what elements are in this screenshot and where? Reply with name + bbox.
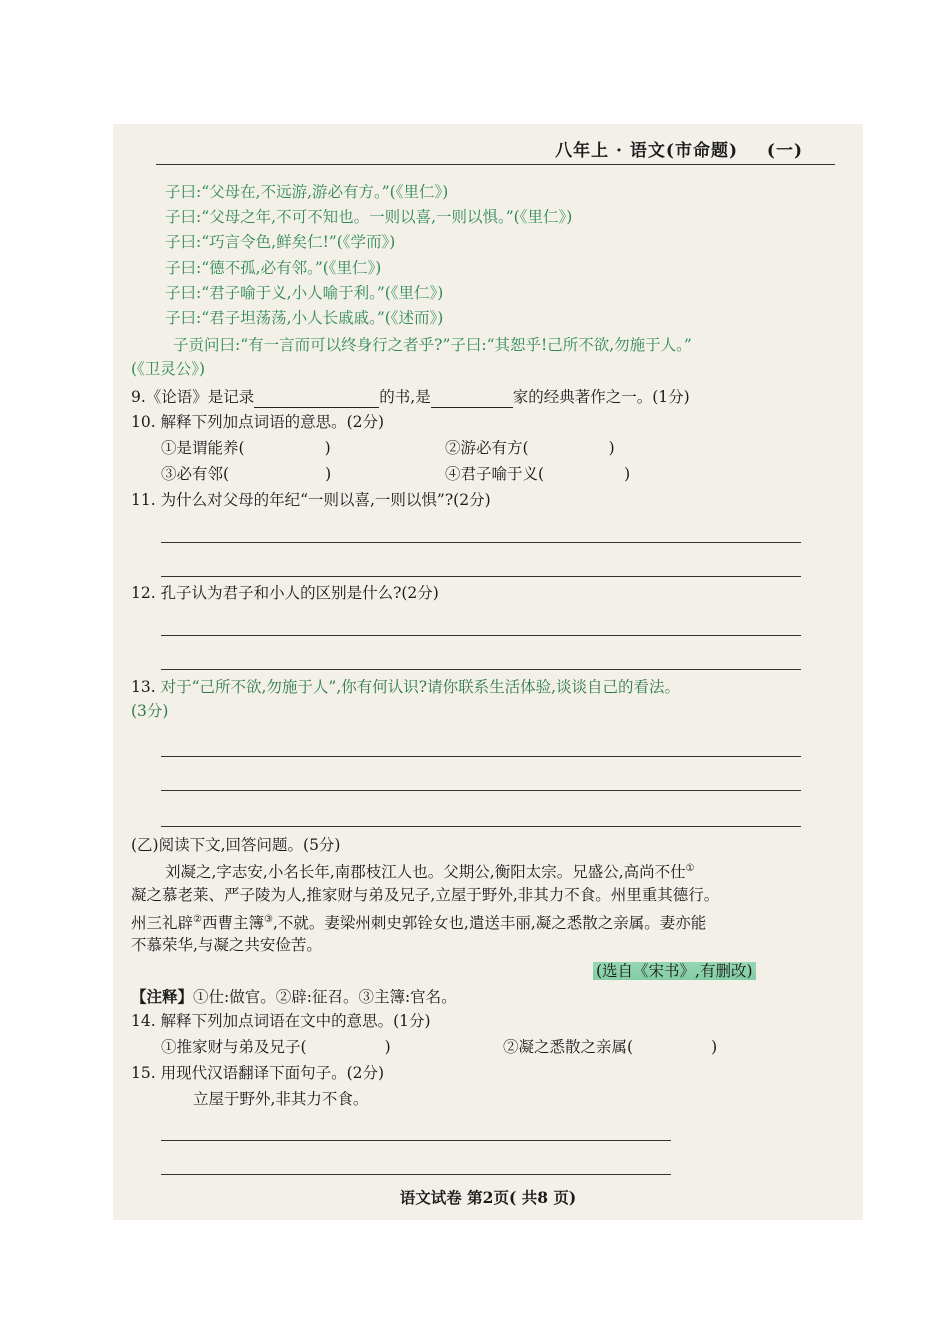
question-10-item-3: ③必有邻( ) — [161, 465, 332, 483]
passage-line-2: 凝之慕老莱、严子陵为人,推家财与弟及兄子,立屋于野外,非其力不食。州里重其德行。 — [131, 886, 720, 904]
passage-line-4: 不慕荣华,与凝之共安俭苦。 — [131, 936, 322, 954]
page-footer: 语文试卷 第2页( 共8 页) — [399, 1188, 577, 1207]
answer-line[interactable] — [161, 576, 801, 577]
question-14-stem: 14. 解释下列加点词语在文中的意思。(1分) — [131, 1012, 431, 1030]
question-15-sentence: 立屋于野外,非其力不食。 — [193, 1090, 369, 1108]
question-10-item-4: ④君子喻于义( ) — [445, 465, 631, 483]
quote-3: 子曰:“巧言令色,鲜矣仁!”(《学而》) — [165, 233, 396, 251]
quote-5: 子曰:“君子喻于义,小人喻于利。”(《里仁》) — [165, 284, 444, 302]
quote-1: 子曰:“父母在,不远游,游必有方。”(《里仁》) — [165, 183, 449, 201]
notes: 【注释】①仕:做官。②辟:征召。③主簿:官名。 — [131, 987, 457, 1006]
header-divider — [156, 164, 835, 165]
answer-line[interactable] — [161, 635, 801, 636]
question-11: 11. 为什么对父母的年纪“一则以喜,一则以惧”?(2分) — [131, 491, 491, 509]
header-part: (一) — [766, 141, 803, 161]
section-b-title: (乙)阅读下文,回答问题。(5分) — [131, 836, 341, 854]
answer-line[interactable] — [161, 1174, 671, 1175]
passage-source: (选自《宋书》,有删改) — [593, 960, 756, 982]
question-14-item-2: ②凝之悉散之亲属( ) — [503, 1038, 718, 1056]
quote-4: 子曰:“德不孤,必有邻。”(《里仁》) — [165, 259, 382, 277]
answer-line[interactable] — [161, 756, 801, 757]
answer-blank[interactable] — [431, 389, 513, 408]
answer-line[interactable] — [161, 1140, 671, 1141]
quote-7-source: (《卫灵公》) — [131, 360, 206, 378]
question-10-item-1: ①是谓能养( ) — [161, 439, 331, 457]
quote-6: 子曰:“君子坦荡荡,小人长戚戚。”(《述而》) — [165, 309, 444, 327]
page-header — [555, 136, 803, 161]
exam-page — [113, 124, 863, 1220]
question-10-stem: 10. 解释下列加点词语的意思。(2分) — [131, 413, 385, 431]
quote-7: 子贡问曰:“有一言而可以终身行之者乎?”子曰:“其恕乎!己所不欲,勿施于人。” — [173, 336, 692, 354]
answer-line[interactable] — [161, 826, 801, 827]
question-10-item-2: ②游必有方( ) — [445, 439, 615, 457]
question-14-item-1: ①推家财与弟及兄子( ) — [161, 1038, 391, 1056]
answer-line[interactable] — [161, 790, 801, 791]
header-title: 八年上 · 语文(市命题) — [555, 141, 738, 161]
passage-line-3: 州三礼辟②西曹主簿③,不就。妻梁州刺史郭铨女也,遣送丰丽,凝之悉散之亲属。妻亦能 — [131, 914, 707, 933]
question-9: 9.《论语》是记录 的书,是 家的经典著作之一。(1分) — [131, 388, 690, 406]
question-13-score: (3分) — [131, 702, 169, 720]
question-12: 12. 孔子认为君子和小人的区别是什么?(2分) — [131, 584, 439, 602]
answer-line[interactable] — [161, 669, 801, 670]
answer-blank[interactable] — [254, 389, 379, 408]
question-15-stem: 15. 用现代汉语翻译下面句子。(2分) — [131, 1064, 385, 1082]
question-13: 13. 对于“己所不欲,勿施于人”,你有何认识?请你联系生活体验,谈谈自己的看法。 — [131, 678, 681, 696]
answer-line[interactable] — [161, 542, 801, 543]
passage-line-1: 刘凝之,字志安,小名长年,南郡枝江人也。父期公,衡阳太宗。兄盛公,高尚不仕① — [165, 863, 695, 882]
quote-2: 子曰:“父母之年,不可不知也。一则以喜,一则以惧。”(《里仁》) — [165, 208, 573, 226]
